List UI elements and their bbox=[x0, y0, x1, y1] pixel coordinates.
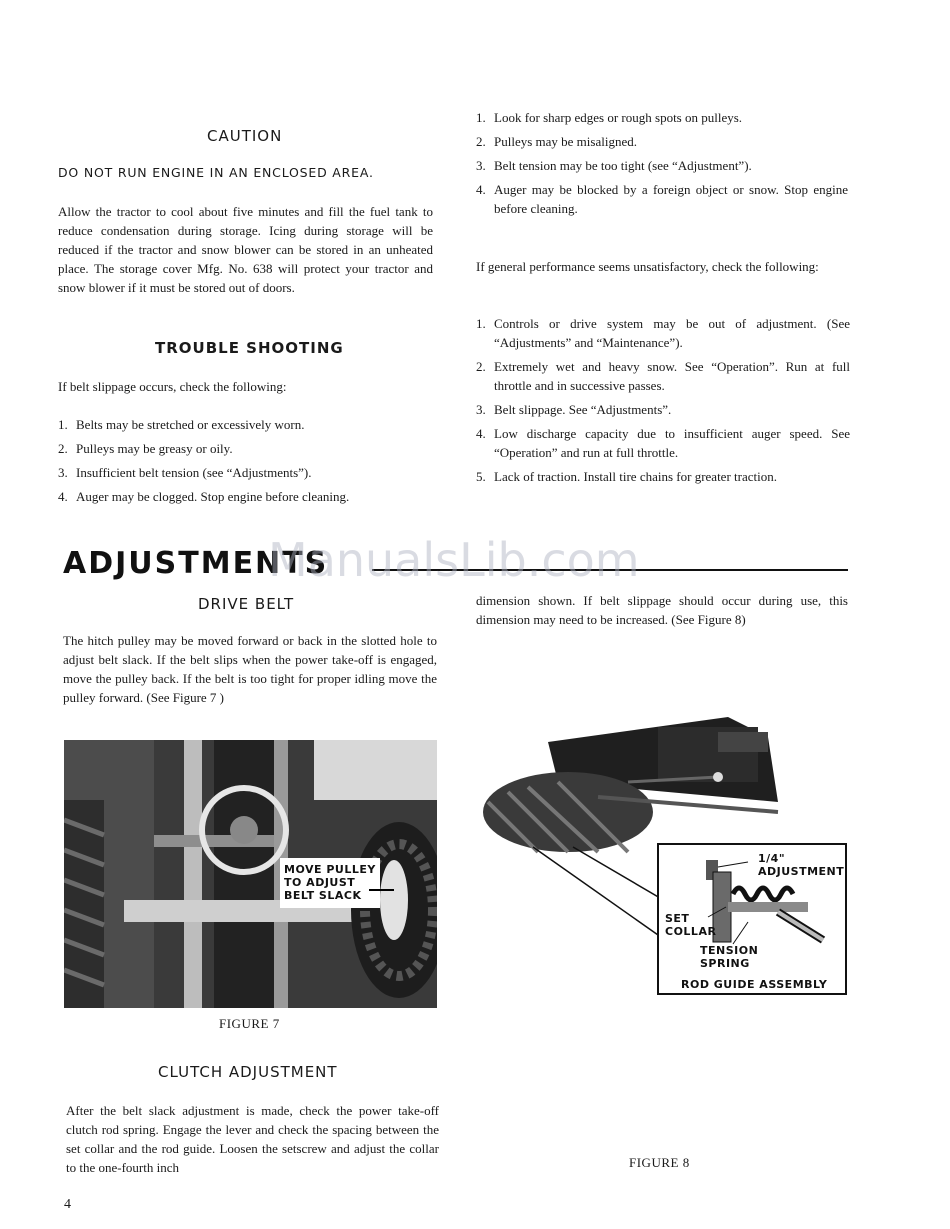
list-item-number: 2. bbox=[58, 441, 68, 456]
adjustments-heading: ADJUSTMENTS bbox=[63, 546, 329, 581]
list-item-number: 5. bbox=[476, 469, 486, 484]
drive-belt-continued: dimension shown. If belt slippage should occur during use, this dimension may need to be increased. (See Figure 8) bbox=[476, 593, 848, 627]
general-intro: If general performance seems unsatisfactory, check the following: bbox=[476, 259, 819, 274]
caution-warning: DO NOT RUN ENGINE IN AN ENCLOSED AREA. bbox=[58, 165, 374, 180]
storage-paragraph: Allow the tractor to cool about five minutes and fill the fuel tank to reduce condensation during storage. Icing during storage will be reduced if the tractor and snow blower can be stored in an unheated place. The storage cover Mfg. No. 638 will protect your tractor and snow blower if it must be stored out of doors. bbox=[58, 204, 433, 295]
figure-8-assembly-label: ROD GUIDE ASSEMBLY bbox=[681, 978, 828, 991]
list-item bbox=[476, 180, 848, 218]
list-item-text: Low discharge capacity due to insufficient auger speed. See “Operation” and run at full throttle. bbox=[494, 426, 850, 460]
list-item bbox=[476, 424, 850, 462]
callout-line: MOVE PULLEY bbox=[284, 863, 376, 876]
label-line: COLLAR bbox=[665, 925, 717, 938]
figure-7-callout bbox=[284, 863, 376, 902]
page-number: 4 bbox=[64, 1197, 71, 1212]
trouble-intro: If belt slippage occurs, check the following: bbox=[58, 379, 287, 394]
list-item bbox=[58, 463, 438, 482]
list-item bbox=[476, 156, 848, 175]
label-line: ADJUSTMENT bbox=[758, 865, 845, 878]
list-item-text: Insufficient belt tension (see “Adjustments”). bbox=[76, 465, 312, 480]
drive-belt-paragraph: The hitch pulley may be moved forward or back in the slotted hole to adjust belt slack. If the belt slips when the power take-off is engaged, move the pulley back. If the belt is too tight for proper idling move the pulley forward. (See Figure 7 ) bbox=[63, 633, 437, 705]
list-item bbox=[476, 132, 848, 151]
label-line: SPRING bbox=[700, 957, 750, 970]
figure-8-spring-label bbox=[700, 944, 758, 970]
list-item-text: Pulleys may be greasy or oily. bbox=[76, 441, 233, 456]
list-item-number: 1. bbox=[58, 417, 68, 432]
list-item bbox=[58, 415, 438, 434]
list-item-number: 3. bbox=[476, 402, 486, 417]
figure-7-caption: FIGURE 7 bbox=[219, 1016, 280, 1031]
list-item-number: 1. bbox=[476, 316, 486, 331]
list-item bbox=[476, 357, 850, 395]
list-item bbox=[476, 314, 850, 352]
drive-belt-heading: DRIVE BELT bbox=[198, 595, 295, 613]
general-checks-list bbox=[476, 314, 850, 486]
figure-8-caption: FIGURE 8 bbox=[629, 1155, 690, 1170]
list-item-text: Belts may be stretched or excessively worn. bbox=[76, 417, 305, 432]
callout-line: TO ADJUST bbox=[284, 876, 356, 889]
list-item-number: 2. bbox=[476, 134, 486, 149]
list-item-text: Controls or drive system may be out of adjustment. (See “Adjustments” and “Maintenance”). bbox=[494, 316, 850, 350]
trouble-shooting-heading: TROUBLE SHOOTING bbox=[155, 339, 344, 357]
figure-7-photo bbox=[64, 740, 437, 1008]
figure-8-set-collar-label bbox=[665, 912, 716, 938]
list-item-text: Lack of traction. Install tire chains for greater traction. bbox=[494, 469, 777, 484]
list-item-text: Auger may be blocked by a foreign object or snow. Stop engine before cleaning. bbox=[494, 182, 848, 216]
list-item-number: 4. bbox=[476, 182, 486, 197]
list-item-text: Auger may be clogged. Stop engine before cleaning. bbox=[76, 489, 350, 504]
clutch-adjustment-heading: CLUTCH ADJUSTMENT bbox=[158, 1063, 338, 1081]
list-item-text: Pulleys may be misaligned. bbox=[494, 134, 637, 149]
list-item-text: Belt slippage. See “Adjustments”. bbox=[494, 402, 672, 417]
figure-7-photo-art bbox=[64, 740, 437, 1008]
list-item-text: Belt tension may be too tight (see “Adjustment”). bbox=[494, 158, 752, 173]
figure-8-illustration bbox=[478, 712, 850, 997]
clutch-paragraph: After the belt slack adjustment is made, check the power take-off clutch rod spring. Engage the lever and check the spacing between the set collar and the rod guide. Loosen the setscrew and adjust the collar to the one-fourth inch bbox=[66, 1103, 439, 1175]
list-item-number: 2. bbox=[476, 359, 486, 374]
caution-heading: CAUTION bbox=[207, 127, 283, 145]
list-item bbox=[476, 108, 848, 127]
list-item-text: Look for sharp edges or rough spots on pulleys. bbox=[494, 110, 743, 125]
list-item-text: Extremely wet and heavy snow. See “Operation”. Run at full throttle and in successive passes. bbox=[494, 359, 850, 393]
list-item bbox=[58, 439, 438, 458]
label-line: SET bbox=[665, 912, 690, 925]
list-item bbox=[476, 467, 850, 486]
list-item-number: 3. bbox=[476, 158, 486, 173]
belt-slippage-list bbox=[58, 415, 438, 506]
figure-8-dimension-label bbox=[758, 852, 844, 878]
watermark-logo: ManualsLib.com bbox=[268, 533, 640, 587]
list-item-number: 1. bbox=[476, 110, 486, 125]
pulley-checks-list bbox=[476, 108, 848, 218]
list-item bbox=[58, 487, 438, 506]
list-item-number: 4. bbox=[476, 426, 486, 441]
list-item-number: 3. bbox=[58, 465, 68, 480]
label-line: 1/4" bbox=[758, 852, 786, 865]
label-line: TENSION bbox=[700, 944, 759, 957]
callout-line: BELT SLACK bbox=[284, 889, 362, 902]
list-item bbox=[476, 400, 850, 419]
list-item-number: 4. bbox=[58, 489, 68, 504]
